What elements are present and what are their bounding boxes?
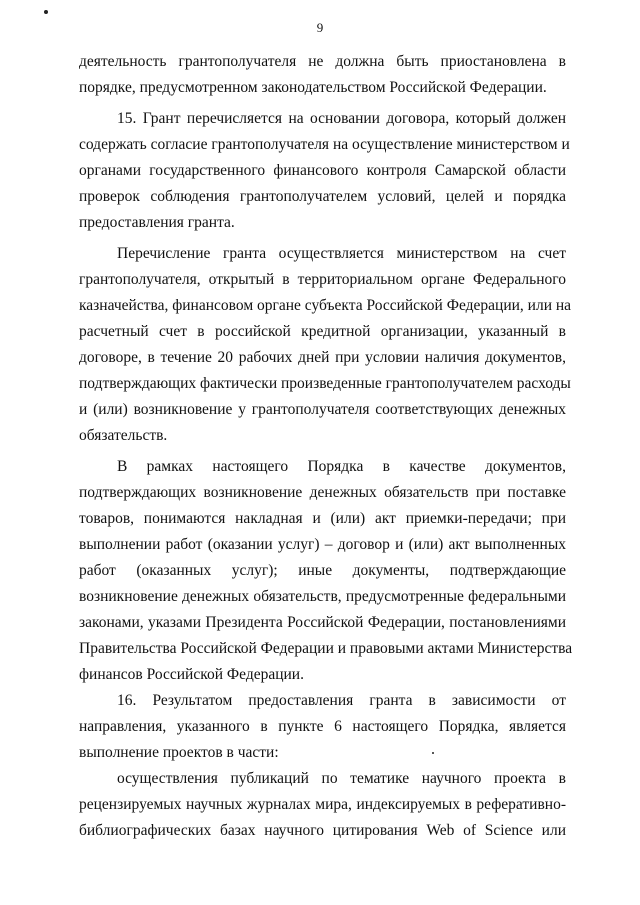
text-line: выполнении работ (оказании услуг) – договор и (или) акт выполненных xyxy=(79,536,566,553)
text-line: возникновение денежных обязательств, предусмотренные федеральными xyxy=(79,588,566,605)
text-line: подтверждающих фактически произведенные грантополучателем расходы xyxy=(79,375,571,392)
text-line: и (или) возникновение у грантополучателя соответствующих денежных xyxy=(79,401,566,418)
scan-speck xyxy=(432,752,434,754)
text-line: законами, указами Президента Российской Федерации, постановлениями xyxy=(79,614,566,631)
text-line: выполнение проектов в части: xyxy=(79,744,279,761)
text-line: подтверждающих возникновение денежных обязательств при поставке xyxy=(79,484,566,501)
text-line: органами государственного финансового контроля Самарской области xyxy=(79,162,566,179)
text-line: Перечисление гранта осуществляется министерством на счет xyxy=(117,245,566,262)
text-line: деятельность грантополучателя не должна быть приостановлена в xyxy=(79,53,566,70)
text-line: рецензируемых научных журналах мира, индексируемых в реферативно- xyxy=(79,796,566,813)
text-line: договоре, в течение 20 рабочих дней при условии наличия документов, xyxy=(79,349,566,366)
scan-speck xyxy=(44,10,48,14)
text-line: казначейства, финансовом органе субъекта Российской Федерации, или на xyxy=(79,297,572,314)
text-line: библиографических базах научного цитирования Web of Science или xyxy=(79,822,566,839)
text-line: финансов Российской Федерации. xyxy=(79,666,304,683)
text-line: проверок соблюдения грантополучателем условий, целей и порядка xyxy=(79,188,566,205)
text-line: В рамках настоящего Порядка в качестве документов, xyxy=(117,458,566,475)
text-line: направления, указанного в пункте 6 настоящего Порядка, является xyxy=(79,718,566,735)
text-line: обязательств. xyxy=(79,427,168,444)
text-line: 16. Результатом предоставления гранта в зависимости от xyxy=(117,692,566,709)
text-line: товаров, понимаются накладная и (или) акт приемки-передачи; при xyxy=(79,510,566,527)
text-line: порядке, предусмотренном законодательством Российской Федерации. xyxy=(79,79,547,96)
text-line: содержать согласие грантополучателя на осуществление министерством и xyxy=(79,136,570,153)
text-line: предоставления гранта. xyxy=(79,214,235,231)
text-line: осуществления публикаций по тематике научного проекта в xyxy=(117,770,566,787)
page-number: 9 xyxy=(316,20,324,35)
text-line: грантополучателя, открытый в территориальном органе Федерального xyxy=(79,271,566,288)
text-line: Правительства Российской Федерации и правовыми актами Министерства xyxy=(79,640,573,657)
text-line: работ (оказанных услуг); иные документы, подтверждающие xyxy=(79,562,566,579)
text-line: расчетный счет в российской кредитной организации, указанный в xyxy=(79,323,566,340)
text-line: 15. Грант перечисляется на основании договора, который должен xyxy=(117,110,566,127)
